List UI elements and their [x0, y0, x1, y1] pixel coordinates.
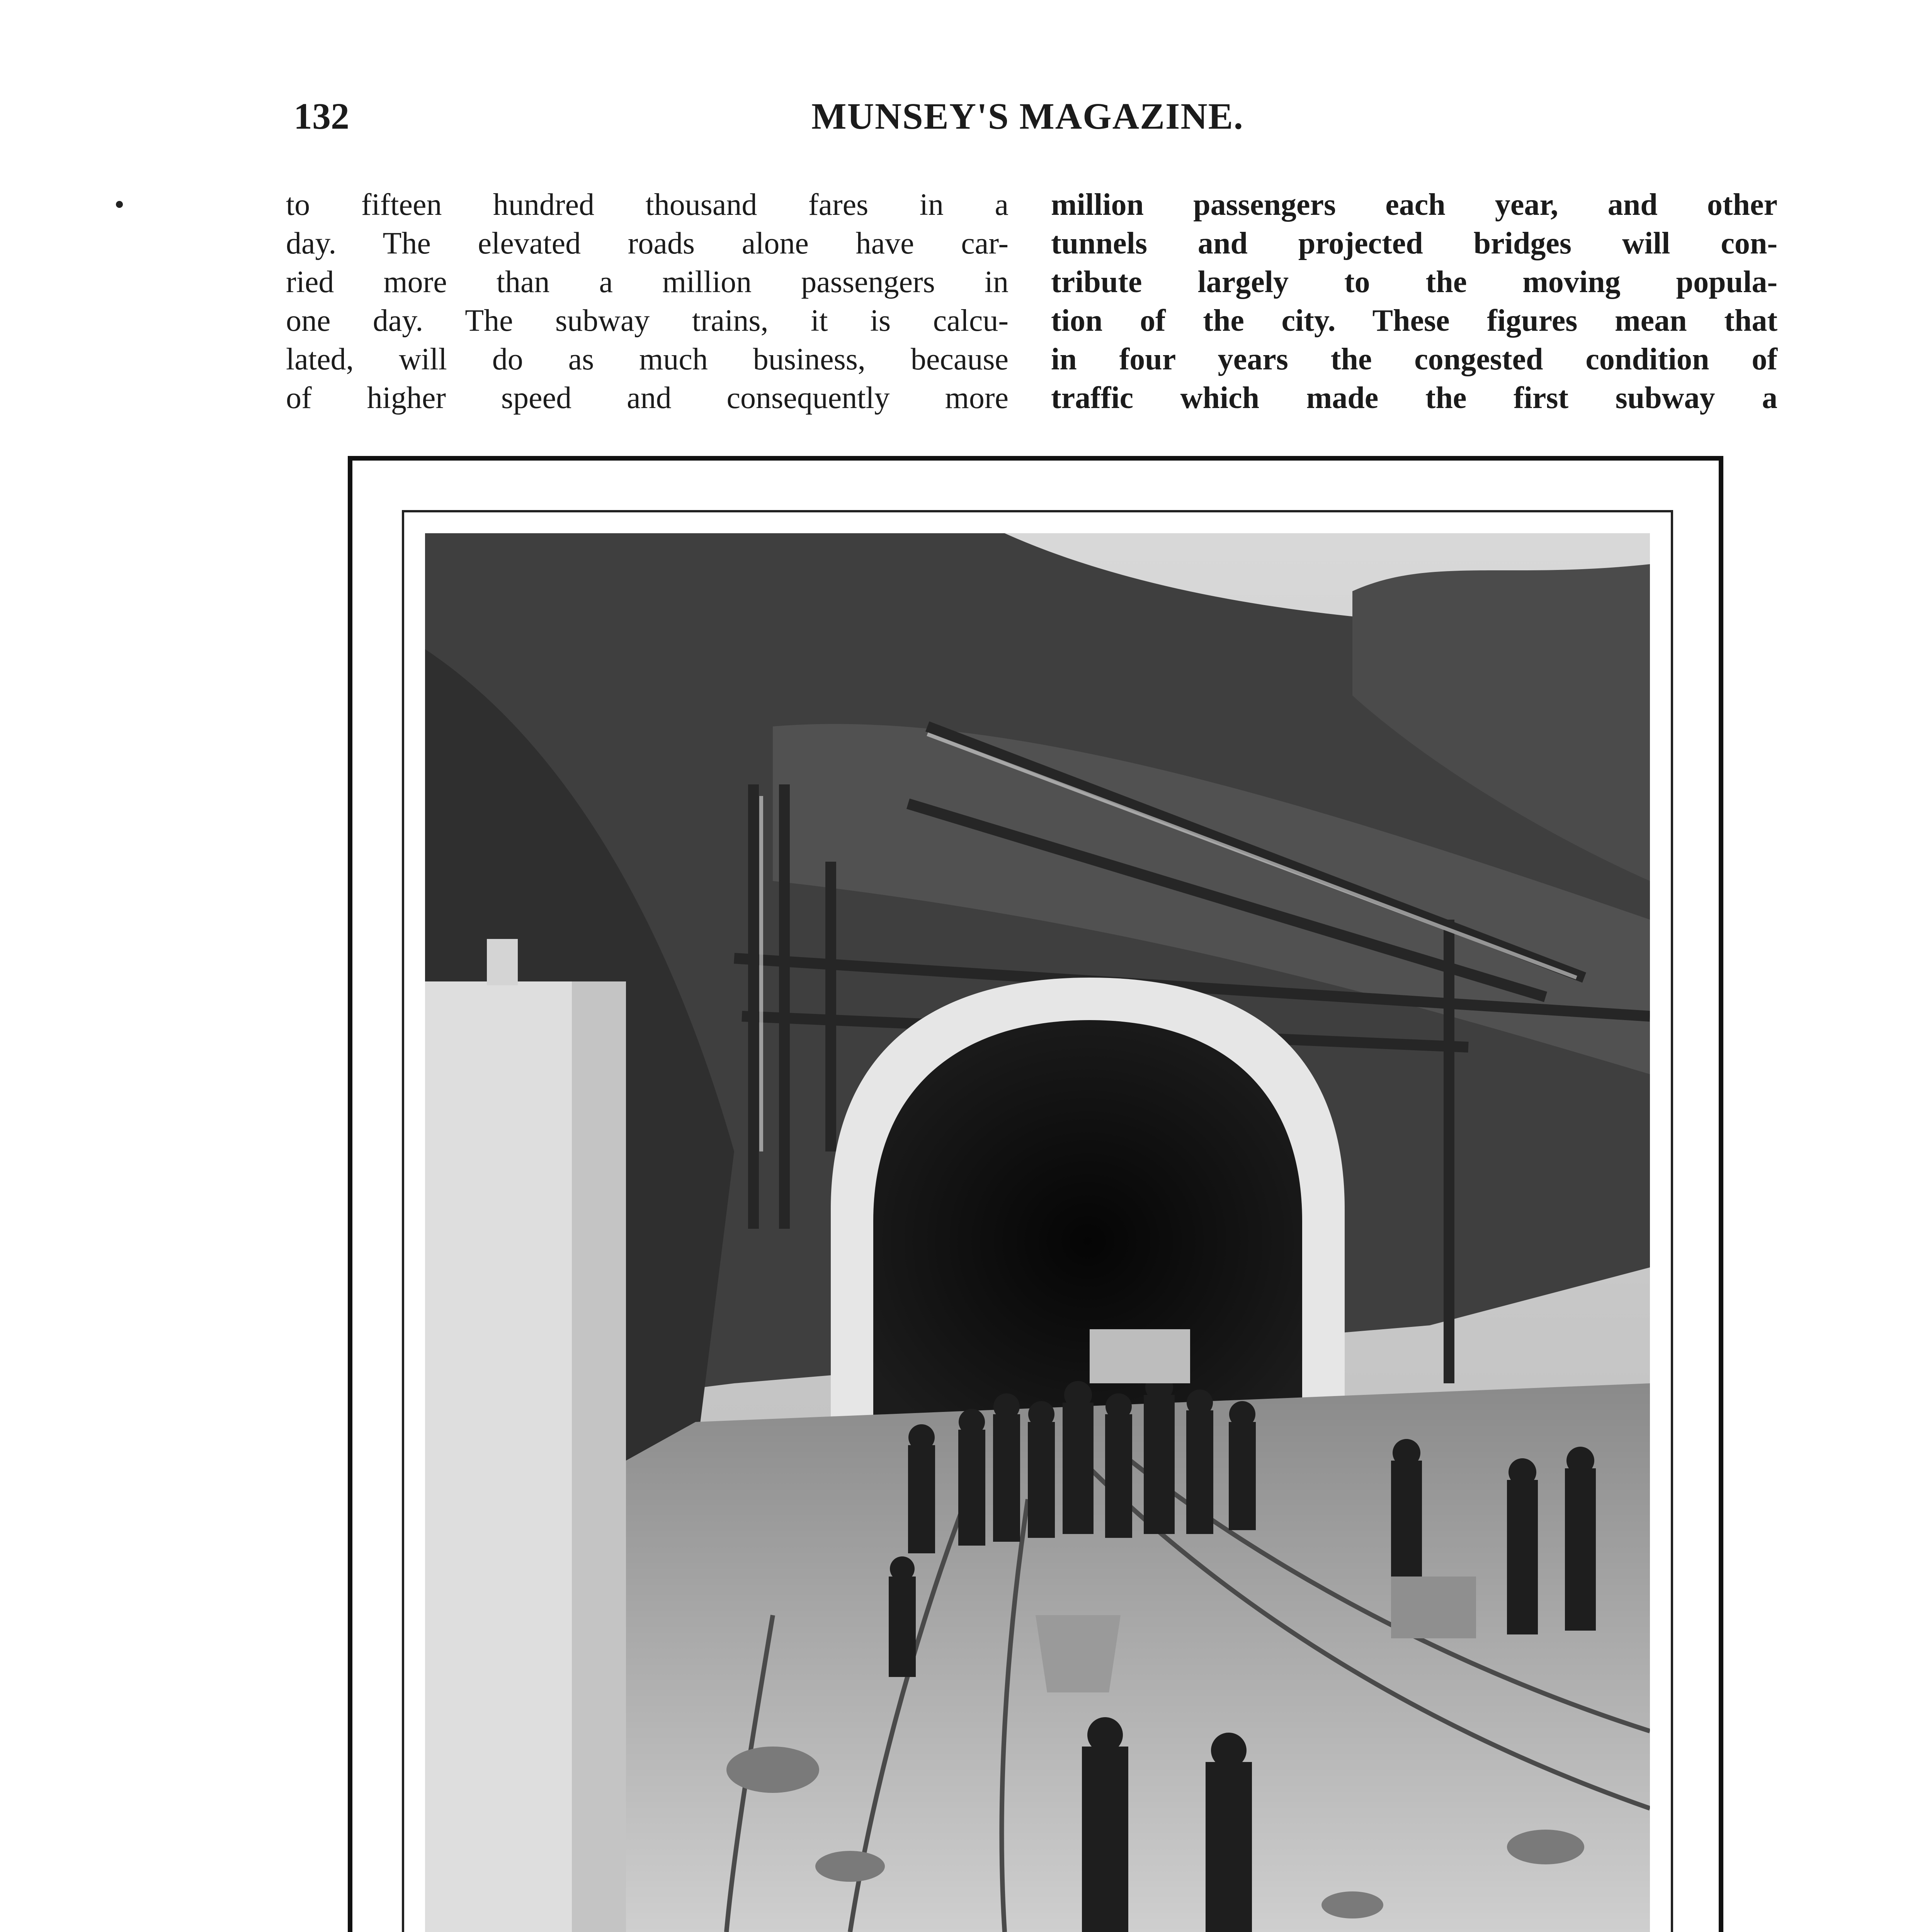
text-line: in four years the congested condition of: [1051, 342, 1777, 376]
page-number: 132: [294, 95, 349, 137]
text-line: to fifteen hundred thousand fares in a: [286, 188, 1009, 222]
ink-speck: [116, 201, 123, 208]
text-line: lated, will do as much business, because: [286, 342, 1009, 376]
column-left-top: [286, 185, 1009, 417]
text-line: day. The elevated roads alone have car-: [286, 226, 1009, 260]
running-head: MUNSEY'S MAGAZINE.: [811, 95, 1244, 137]
text-line: of higher speed and consequently more: [286, 381, 1009, 415]
text-line: tion of the city. These figures mean that: [1051, 304, 1777, 338]
text-line: ried more than a million passengers in: [286, 265, 1009, 299]
text-line: million passengers each year, and other: [1051, 188, 1777, 222]
column-right-top: [1051, 185, 1777, 417]
text-line: one day. The subway trains, it is calcu-: [286, 304, 1009, 338]
text-line: traffic which made the first subway a: [1051, 381, 1777, 415]
text-line: tunnels and projected bridges will con-: [1051, 226, 1777, 260]
tunnel-photograph: [425, 533, 1650, 1932]
text-line: tribute largely to the moving popula-: [1051, 265, 1777, 299]
